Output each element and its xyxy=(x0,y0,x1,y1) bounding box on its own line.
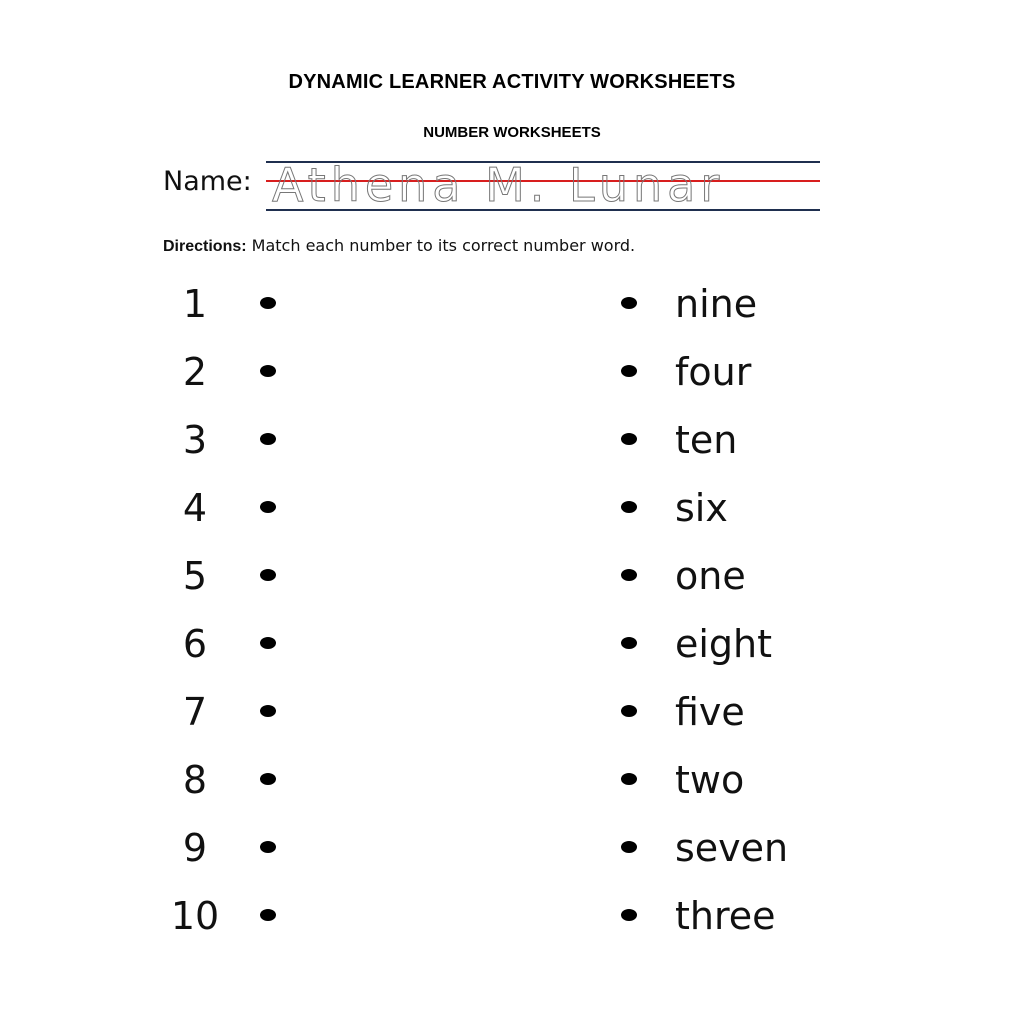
right-match-dot[interactable] xyxy=(621,365,637,377)
left-match-dot[interactable] xyxy=(260,909,276,921)
left-match-dot[interactable] xyxy=(260,637,276,649)
number-word: ten xyxy=(675,418,738,462)
number-label: 8 xyxy=(182,758,208,802)
matching-row xyxy=(0,818,1024,878)
matching-row xyxy=(0,342,1024,402)
matching-row xyxy=(0,274,1024,334)
matching-row xyxy=(0,750,1024,810)
right-match-dot[interactable] xyxy=(621,637,637,649)
number-label: 10 xyxy=(170,894,220,938)
right-match-dot[interactable] xyxy=(621,569,637,581)
matching-row xyxy=(0,682,1024,742)
right-match-dot[interactable] xyxy=(621,841,637,853)
directions-label: Directions: xyxy=(163,238,247,255)
number-label: 1 xyxy=(182,282,208,326)
right-match-dot[interactable] xyxy=(621,501,637,513)
number-label: 4 xyxy=(182,486,208,530)
number-label: 7 xyxy=(182,690,208,734)
matching-row xyxy=(0,614,1024,674)
matching-row xyxy=(0,886,1024,946)
number-word: seven xyxy=(675,826,789,870)
matching-row xyxy=(0,478,1024,538)
number-label: 5 xyxy=(182,554,208,598)
left-match-dot[interactable] xyxy=(260,297,276,309)
left-match-dot[interactable] xyxy=(260,569,276,581)
number-label: 6 xyxy=(182,622,208,666)
left-match-dot[interactable] xyxy=(260,501,276,513)
left-match-dot[interactable] xyxy=(260,705,276,717)
directions-text: Match each number to its correct number word. xyxy=(246,236,636,255)
right-match-dot[interactable] xyxy=(621,297,637,309)
left-match-dot[interactable] xyxy=(260,841,276,853)
number-word: three xyxy=(675,894,776,938)
number-word: one xyxy=(675,554,746,598)
worksheet-subtitle: NUMBER WORKSHEETS xyxy=(423,124,601,141)
number-label: 2 xyxy=(182,350,208,394)
left-match-dot[interactable] xyxy=(260,365,276,377)
number-word: eight xyxy=(675,622,773,666)
number-word: six xyxy=(675,486,728,530)
worksheet-title: DYNAMIC LEARNER ACTIVITY WORKSHEETS xyxy=(288,71,736,93)
matching-row xyxy=(0,410,1024,470)
traced-name-text: Athena M. Lunar xyxy=(272,158,725,212)
left-match-dot[interactable] xyxy=(260,433,276,445)
number-word: four xyxy=(675,350,752,394)
number-label: 9 xyxy=(182,826,208,870)
number-word: five xyxy=(675,690,745,734)
number-word: nine xyxy=(675,282,758,326)
number-word: two xyxy=(675,758,745,802)
right-match-dot[interactable] xyxy=(621,705,637,717)
right-match-dot[interactable] xyxy=(621,909,637,921)
name-label: Name: xyxy=(163,166,252,197)
number-label: 3 xyxy=(182,418,208,462)
matching-row xyxy=(0,546,1024,606)
right-match-dot[interactable] xyxy=(621,773,637,785)
left-match-dot[interactable] xyxy=(260,773,276,785)
right-match-dot[interactable] xyxy=(621,433,637,445)
